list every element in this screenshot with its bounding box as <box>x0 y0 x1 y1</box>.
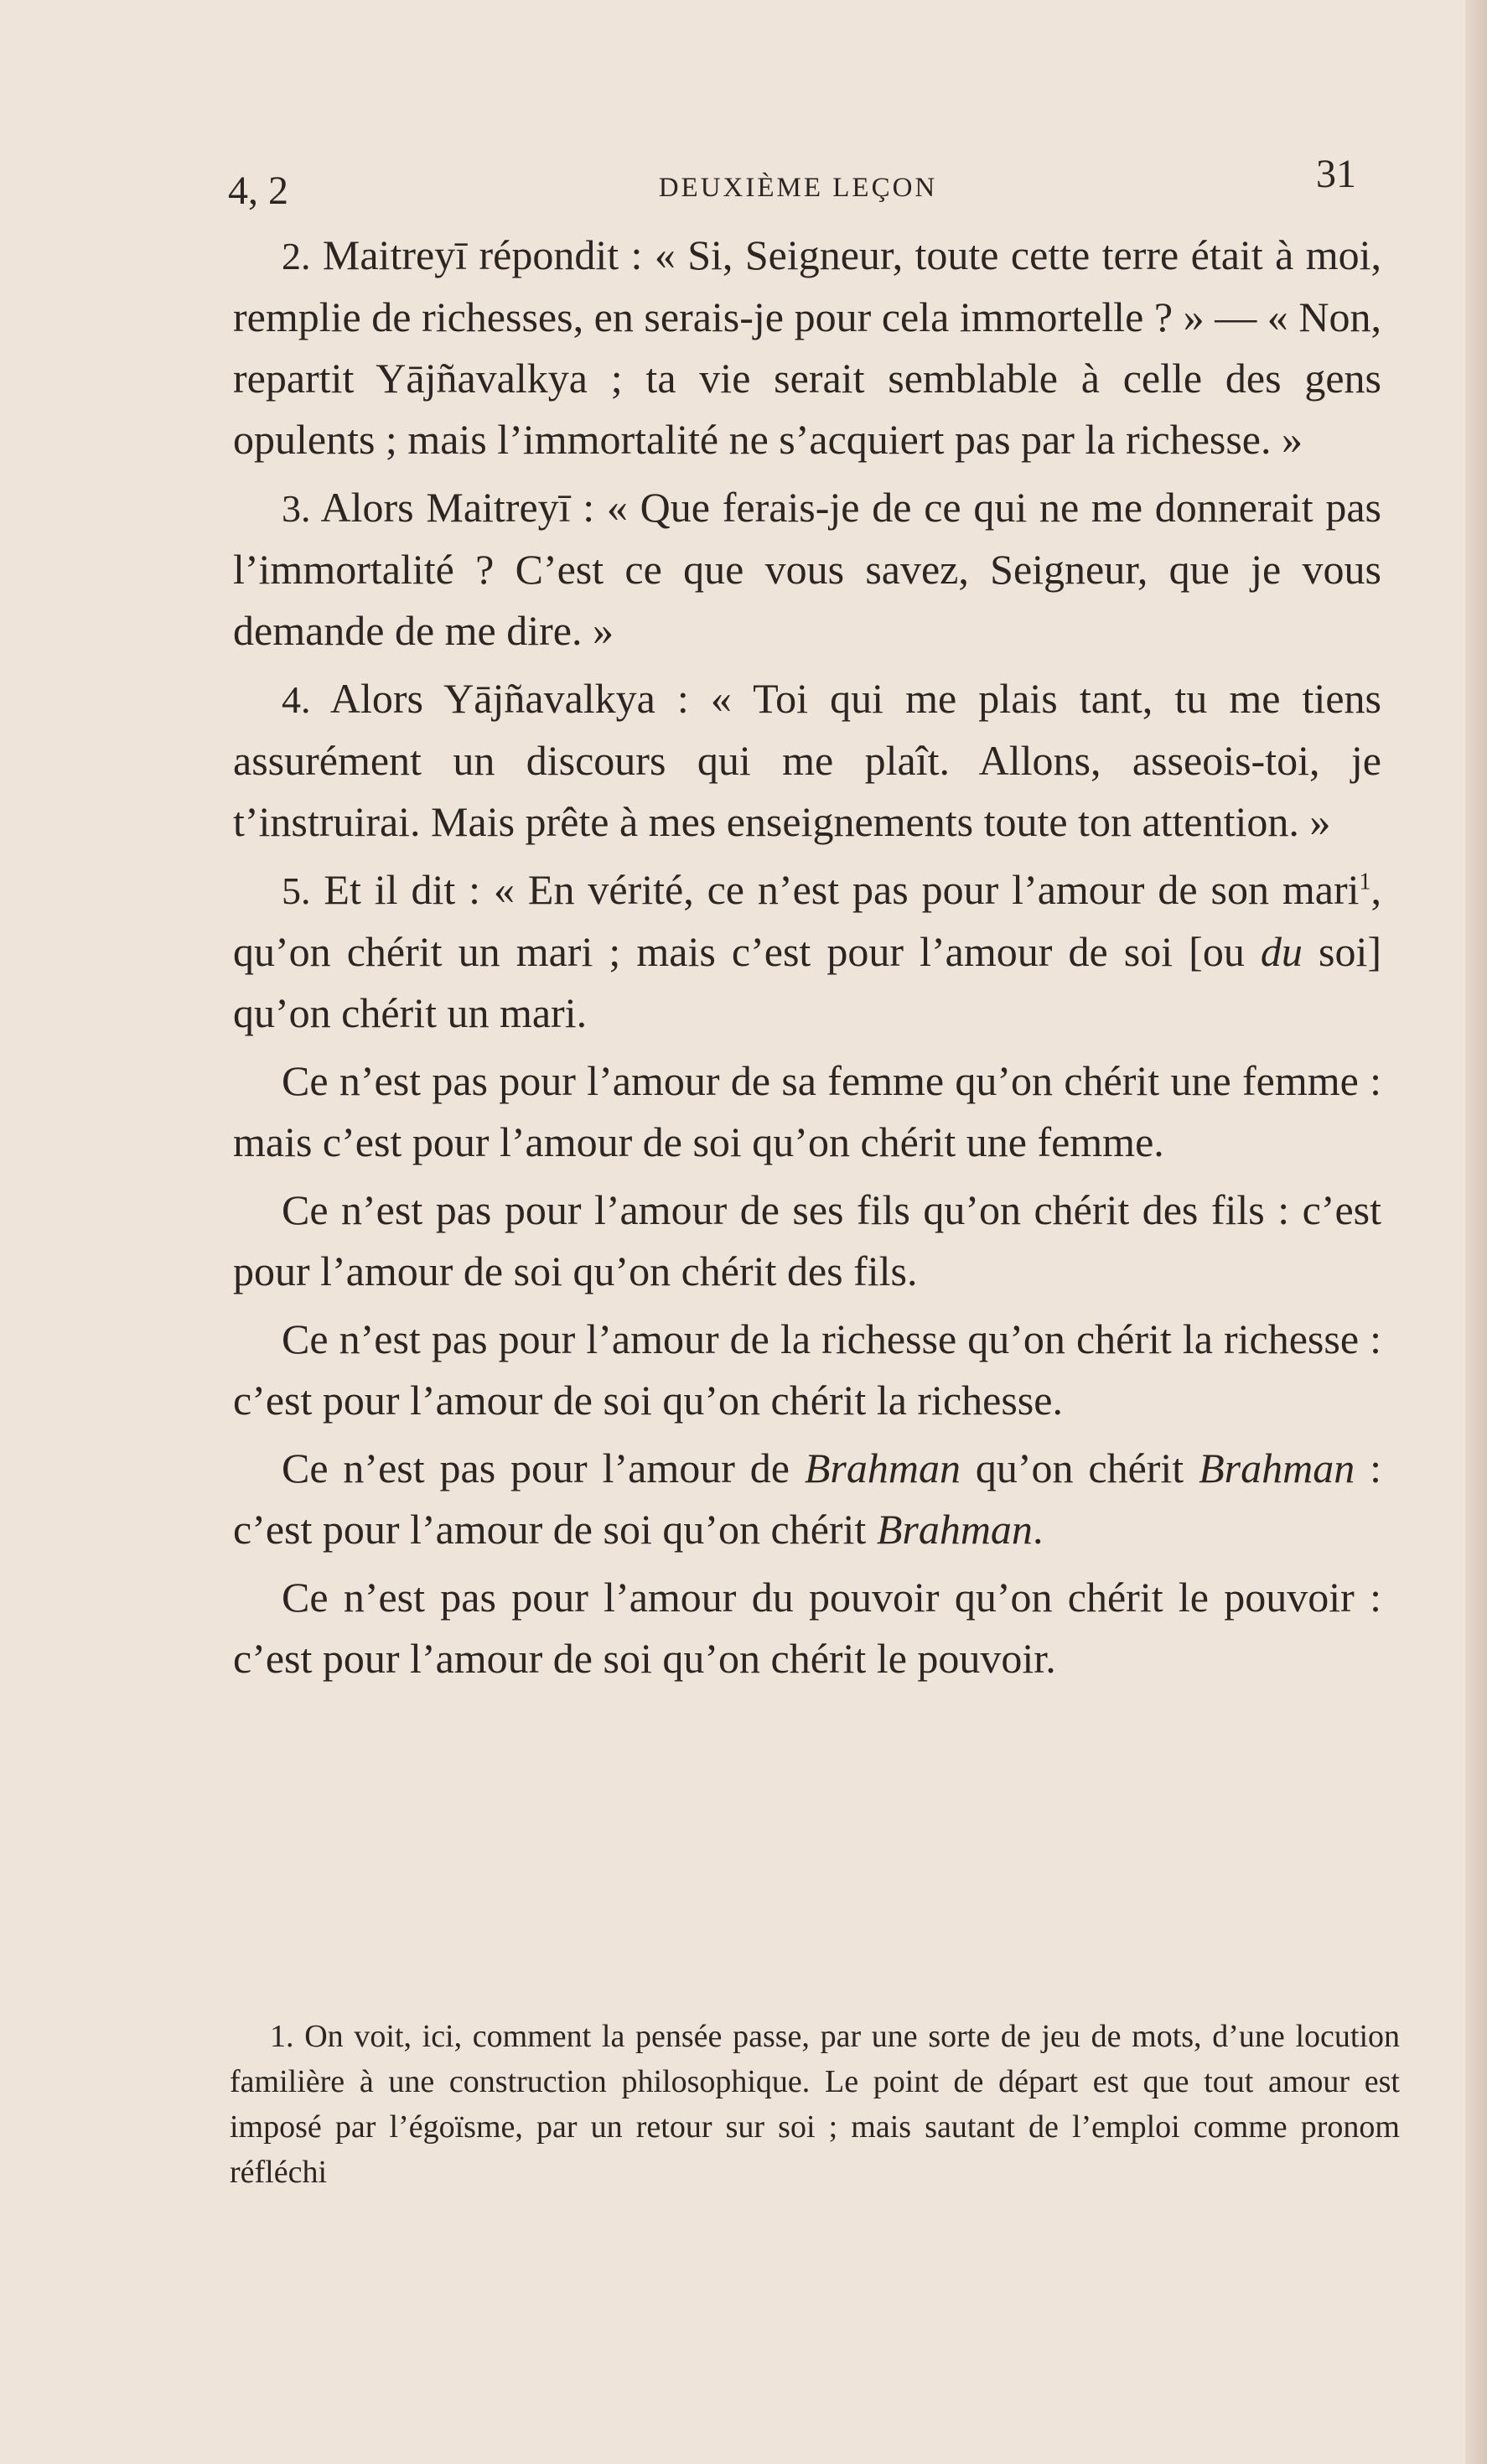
paragraph-2 <box>233 225 1381 470</box>
main-text <box>233 225 1381 1696</box>
verse-number: 2. <box>282 235 311 278</box>
paragraph-text: soi] qu’on chérit un mari. <box>233 928 1381 1036</box>
paragraph-text: Alors Yājñavalkya : « Toi qui me plais tant, tu me tiens assurément un discours qui me plaît. Allons, asseois-toi, je t’instruirai. Mais prête à mes enseignements toute ton attention. » <box>233 675 1381 845</box>
paragraph-text: , qu’on chérit un mari ; mais c’est pour l’amour de soi [ou <box>233 866 1381 975</box>
verse-number: 5. <box>282 869 311 912</box>
running-title: DEUXIÈME LEÇON <box>658 173 938 203</box>
paragraph-9 <box>233 1438 1381 1560</box>
paragraph-4 <box>233 668 1381 853</box>
paragraph-text: Maitreyī répondit : « Si, Seigneur, toute cette terre était à moi, remplie de richesses, en serais-je pour cela immortelle ? » — « Non, repartit Yājñavalkya ; ta vie serait semblable à celle des gens opulents ; mais l’immortalité ne s’acquiert pas par la richesse. » <box>233 231 1381 463</box>
footnotes <box>230 2014 1400 2195</box>
running-header <box>228 151 1368 218</box>
italic-term: Brahman <box>876 1506 1033 1553</box>
paragraph-text: Ce n’est pas pour l’amour de <box>282 1445 805 1491</box>
paragraph-text: qu’on chérit <box>960 1445 1199 1491</box>
paragraph-8: Ce n’est pas pour l’amour de la richesse qu’on chérit la richesse : c’est pour l’amour de soi qu’on chérit la richesse. <box>233 1315 1381 1424</box>
verse-number: 4. <box>282 678 311 721</box>
italic-term: Brahman <box>1199 1445 1355 1491</box>
page-edge <box>1465 0 1487 2464</box>
italic-term: Brahman <box>804 1445 961 1491</box>
paragraph-text: : c’est pour l’amour de soi qu’on chérit <box>233 1445 1381 1553</box>
paragraph-text: Et il dit : « En vérité, ce n’est pas pour l’amour de son mari <box>310 866 1360 913</box>
paragraph-7: Ce n’est pas pour l’amour de ses fils qu’on chérit des fils : c’est pour l’amour de soi qu’on chérit des fils. <box>233 1186 1381 1294</box>
page-number: 31 <box>1316 152 1356 196</box>
italic-term: du <box>1260 928 1303 975</box>
paragraph-5 <box>233 859 1381 1044</box>
paragraph-text: . <box>1032 1506 1044 1553</box>
paragraph-text: Alors Maitreyī : « Que ferais-je de ce qui ne me donnerait pas l’immortalité ? C’est ce que vous savez, Seigneur, que je vous demande de me dire. » <box>233 484 1381 654</box>
section-reference: 4, 2 <box>228 169 288 213</box>
paragraph-6: Ce n’est pas pour l’amour de sa femme qu’on chérit une femme : mais c’est pour l’amour de soi qu’on chérit une femme. <box>233 1057 1381 1165</box>
footnote-marker: 1 <box>1359 869 1371 895</box>
paragraph-3 <box>233 477 1381 661</box>
paragraph-10: Ce n’est pas pour l’amour du pouvoir qu’on chérit le pouvoir : c’est pour l’amour de soi qu’on chérit le pouvoir. <box>233 1574 1381 1682</box>
verse-number: 3. <box>282 487 311 530</box>
footnote-1: 1. On voit, ici, comment la pensée passe, par une sorte de jeu de mots, d’une locution familière à une construction philosophique. Le point de départ est que tout amour est imposé par l’égoïsme, par un retour sur soi ; mais sautant de l’emploi comme pronom réfléchi <box>230 2019 1400 2190</box>
